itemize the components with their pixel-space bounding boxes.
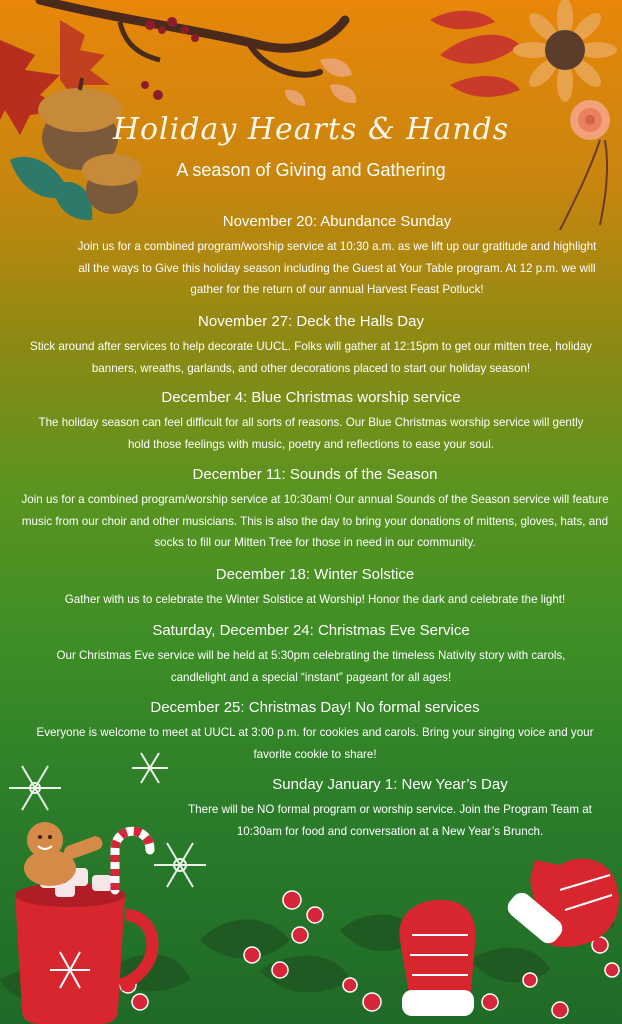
- event-heading: November 20: Abundance Sunday: [222, 213, 452, 230]
- event-heading: December 25: Christmas Day! No formal services: [150, 699, 480, 716]
- event-heading: Saturday, December 24: Christmas Eve Service: [152, 622, 470, 639]
- event-heading: November 27: Deck the Halls Day: [198, 313, 424, 330]
- poster-subtitle: A season of Giving and Gathering: [176, 160, 446, 180]
- event-body: Our Christmas Eve service will be held at 5:30pm celebrating the timeless Nativity story with carols, candlelight and a special “instant” pageant for all ages!: [56, 649, 566, 684]
- event-body: Everyone is welcome to meet at UUCL at 3:00 p.m. for cookies and carols. Bring your singing voice and your favorite cookie to share!: [36, 726, 594, 761]
- event-body: Join us for a combined program/worship service at 10:30am! Our annual Sounds of the Season service will feature music from our choir and other musicians. This is also the day to bring your donations of mittens, gloves, hats, and socks to fill our Mitten Tree for those in need in our community.: [21, 493, 609, 549]
- mitten-icon: [399, 859, 618, 1016]
- event-winter-solstice: [20, 566, 610, 611]
- event-blue-christmas: [20, 389, 602, 455]
- poster-title: Holiday Hearts & Hands: [112, 112, 510, 147]
- sunflower-icon: [513, 0, 617, 102]
- event-sounds-of-the-season: [20, 466, 610, 554]
- event-heading: December 4: Blue Christmas worship service: [161, 389, 461, 406]
- candy-cane-icon: [115, 831, 150, 890]
- event-heading: Sunday January 1: New Year’s Day: [272, 776, 508, 793]
- event-body: Join us for a combined program/worship service at 10:30 a.m. as we lift up our gratitude and highlight all the ways to Give this holiday season including the Guest at Your Table program. At 12 p.m. we will gather for the return of our annual Harvest Feast Potluck!: [77, 240, 597, 296]
- event-abundance-sunday: [72, 213, 602, 301]
- event-heading: December 18: Winter Solstice: [215, 566, 415, 583]
- bottom-decoration: [0, 740, 622, 1024]
- event-body: There will be NO formal program or worship service. Join the Program Team at 10:30am for food and conversation at a New Year’s Brunch.: [188, 803, 592, 838]
- event-heading: December 11: Sounds of the Season: [192, 466, 438, 483]
- event-body: Gather with us to celebrate the Winter Solstice at Worship! Honor the dark and celebrate the light!: [64, 593, 566, 606]
- event-body: The holiday season can feel difficult for all sorts of reasons. Our Blue Christmas worship service will gently hold those feelings with music, poetry and reflections to ease your soul.: [38, 416, 584, 451]
- gingerbread-man-icon: [24, 822, 104, 886]
- event-body: Stick around after services to help decorate UUCL. Folks will gather at 12:15pm to get our mitten tree, holiday banners, wreaths, garlands, and other decorations placed to start our holiday season!: [30, 340, 592, 375]
- event-deck-the-halls: [20, 313, 602, 379]
- event-christmas-eve: [30, 622, 592, 688]
